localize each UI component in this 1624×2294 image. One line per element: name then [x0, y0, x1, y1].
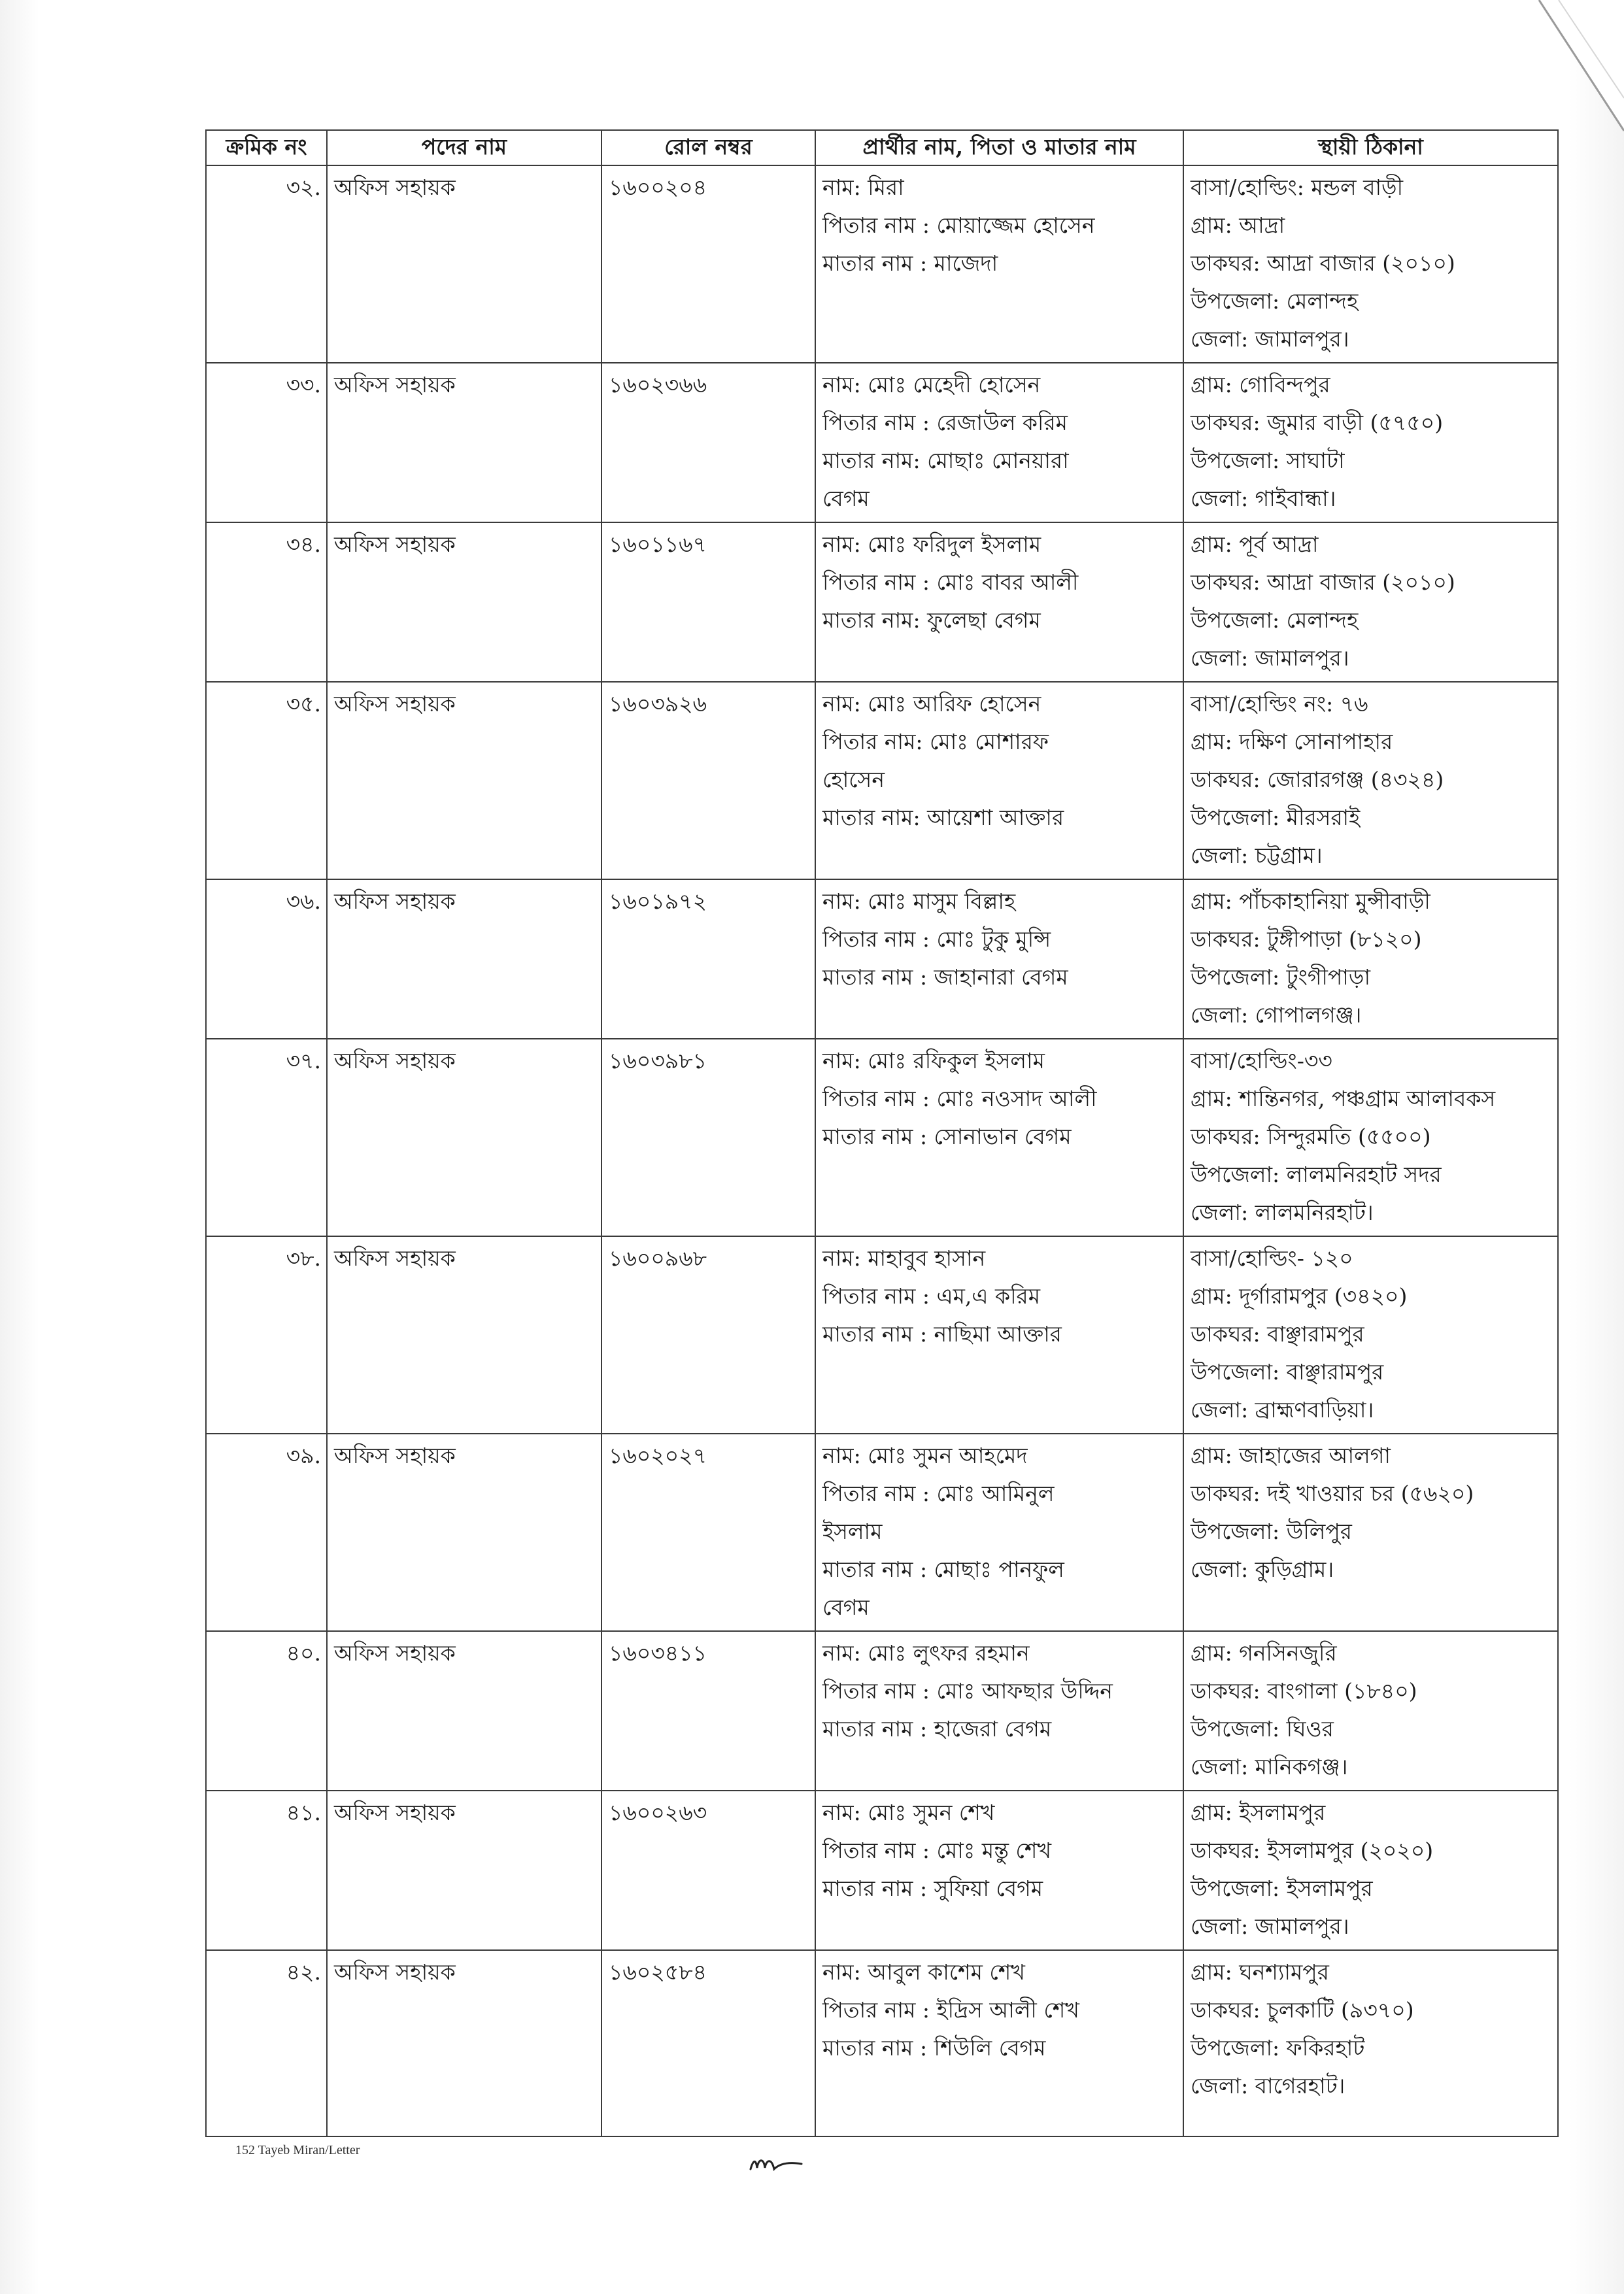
address-cell	[1183, 1434, 1558, 1631]
address-line: জেলা: জামালপুর।	[1191, 1914, 1349, 1939]
address-cell	[1183, 522, 1558, 682]
roll-number-cell: ১৬০২৫৮৪	[601, 1950, 815, 2136]
name-line: পিতার নাম : মোঃ টুকু মুন্সি	[822, 926, 1051, 952]
candidate-name-cell	[815, 522, 1183, 682]
name-line: নাম: মোঃ সুমন শেখ	[822, 1800, 995, 1825]
serial-cell: ৩৭.	[206, 1039, 327, 1236]
name-line: নাম: মোঃ সুমন আহমেদ	[822, 1443, 1028, 1468]
address-line: ডাকঘর: টুঙ্গীপাড়া (৮১২০)	[1191, 926, 1422, 952]
address-line: গ্রাম: আদ্রা	[1191, 212, 1285, 238]
address-cell	[1183, 879, 1558, 1039]
address-line: জেলা: বাগেরহাট।	[1191, 2073, 1345, 2099]
address-line: গ্রাম: পূর্ব আদ্রা	[1191, 531, 1319, 557]
name-line: মাতার নাম : নাছিমা আক্তার	[822, 1321, 1062, 1347]
post-cell: অফিস সহায়ক	[327, 1950, 601, 2136]
post-cell: অফিস সহায়ক	[327, 363, 601, 522]
header-post: পদের নাম	[327, 130, 601, 165]
table-row	[206, 879, 1558, 1039]
address-line: ডাকঘর: বাঞ্ছারামপুর	[1191, 1321, 1364, 1347]
table-row	[206, 1039, 1558, 1236]
name-line: পিতার নাম : মোঃ আমিনুল	[822, 1481, 1055, 1506]
name-line: হোসেন	[822, 767, 885, 792]
name-line: মাতার নাম : মোছাঃ পানফুল	[822, 1557, 1064, 1582]
name-line: বেগম	[822, 1594, 870, 1620]
candidate-name-cell	[815, 682, 1183, 879]
candidate-name-cell	[815, 1236, 1183, 1434]
serial-cell: ৩২.	[206, 165, 327, 363]
serial-cell: ৩৩.	[206, 363, 327, 522]
name-line: পিতার নাম : মোয়াজ্জেম হোসেন	[822, 212, 1095, 238]
name-line: নাম: আবুল কাশেম শেখ	[822, 1959, 1025, 1985]
roll-number-cell: ১৬০২৩৬৬	[601, 363, 815, 522]
address-line: গ্রাম: ইসলামপুর	[1191, 1800, 1326, 1825]
candidate-name-cell	[815, 1434, 1183, 1631]
roll-number-cell: ১৬০২০২৭	[601, 1434, 815, 1631]
address-line: ডাকঘর: আদ্রা বাজার (২০১০)	[1191, 250, 1455, 276]
post-cell: অফিস সহায়ক	[327, 165, 601, 363]
footer-reference: 152 Tayeb Miran/Letter	[235, 2143, 360, 2157]
address-line: গ্রাম: পাঁচকাহানিয়া মুন্সীবাড়ী	[1191, 888, 1430, 914]
name-line: বেগম	[822, 486, 870, 511]
header-serial: ক্রমিক নং	[206, 130, 327, 165]
roll-number-cell: ১৬০০৯৬৮	[601, 1236, 815, 1434]
address-line: জেলা: গোপালগঞ্জ।	[1191, 1002, 1362, 1028]
address-cell	[1183, 1039, 1558, 1236]
name-line: নাম: মিরা	[822, 175, 904, 200]
address-cell	[1183, 1236, 1558, 1434]
address-line: উপজেলা: ফকিরহাট	[1191, 2035, 1365, 2061]
name-line: নাম: মোঃ মাসুম বিল্লাহ	[822, 888, 1016, 914]
address-line: গ্রাম: দূর্গারামপুর (৩৪২০)	[1191, 1283, 1408, 1309]
address-line: উপজেলা: মেলান্দহ	[1191, 288, 1359, 314]
address-cell	[1183, 1631, 1558, 1791]
address-line: উপজেলা: সাঘাটা	[1191, 448, 1345, 473]
address-line: বাসা/হোল্ডিং: মন্ডল বাড়ী	[1191, 175, 1404, 200]
address-line: জেলা: মানিকগঞ্জ।	[1191, 1754, 1348, 1780]
address-line: উপজেলা: ঘিওর	[1191, 1716, 1334, 1742]
serial-cell: ৩৮.	[206, 1236, 327, 1434]
name-line: পিতার নাম : ইদ্রিস আলী শেখ	[822, 1997, 1079, 2023]
name-line: পিতার নাম: মোঃ মোশারফ	[822, 729, 1049, 754]
post-cell: অফিস সহায়ক	[327, 522, 601, 682]
serial-cell: ৩৬.	[206, 879, 327, 1039]
table-row	[206, 165, 1558, 363]
address-line: গ্রাম: গনসিনজুরি	[1191, 1640, 1337, 1666]
address-line: উপজেলা: উলিপুর	[1191, 1519, 1352, 1544]
table-body	[206, 165, 1558, 2136]
roll-number-cell: ১৬০০২০৪	[601, 165, 815, 363]
address-line: ডাকঘর: চুলকাটি (৯৩৭০)	[1191, 1997, 1414, 2023]
name-line: মাতার নাম: মোছাঃ মোনয়ারা	[822, 448, 1069, 473]
name-line: মাতার নাম : জাহানারা বেগম	[822, 964, 1068, 990]
post-cell: অফিস সহায়ক	[327, 682, 601, 879]
address-line: উপজেলা: মেলান্দহ	[1191, 607, 1359, 633]
table-row	[206, 1236, 1558, 1434]
header-address: স্থায়ী ঠিকানা	[1183, 130, 1558, 165]
candidate-name-cell	[815, 879, 1183, 1039]
address-cell	[1183, 682, 1558, 879]
address-cell	[1183, 1791, 1558, 1950]
post-cell: অফিস সহায়ক	[327, 879, 601, 1039]
name-line: মাতার নাম : মাজেদা	[822, 250, 998, 276]
table-row	[206, 1631, 1558, 1791]
address-line: জেলা: জামালপুর।	[1191, 645, 1349, 671]
address-line: গ্রাম: দক্ষিণ সোনাপাহার	[1191, 729, 1393, 754]
table-row	[206, 363, 1558, 522]
table-row	[206, 1434, 1558, 1631]
roll-number-cell: ১৬০১১৬৭	[601, 522, 815, 682]
post-cell: অফিস সহায়ক	[327, 1236, 601, 1434]
table-row	[206, 682, 1558, 879]
candidate-name-cell	[815, 1950, 1183, 2136]
address-line: উপজেলা: মীরসরাই	[1191, 805, 1361, 830]
address-line: জেলা: চট্টগ্রাম।	[1191, 843, 1323, 868]
address-line: গ্রাম: জাহাজের আলগা	[1191, 1443, 1391, 1468]
post-cell: অফিস সহায়ক	[327, 1631, 601, 1791]
candidate-name-cell	[815, 1631, 1183, 1791]
name-line: ইসলাম	[822, 1519, 883, 1544]
name-line: নাম: মোঃ লুৎফর রহমান	[822, 1640, 1030, 1666]
table-header-row	[206, 130, 1558, 165]
serial-cell: ৪২.	[206, 1950, 327, 2136]
header-name: প্রার্থীর নাম, পিতা ও মাতার নাম	[815, 130, 1183, 165]
name-line: পিতার নাম : মোঃ নওসাদ আলী	[822, 1086, 1097, 1111]
name-line: মাতার নাম: আয়েশা আক্তার	[822, 805, 1064, 830]
address-line: উপজেলা: ইসলামপুর	[1191, 1876, 1373, 1901]
name-line: পিতার নাম : এম,এ করিম	[822, 1283, 1041, 1309]
address-line: গ্রাম: ঘনশ্যামপুর	[1191, 1959, 1329, 1985]
candidate-name-cell	[815, 1039, 1183, 1236]
post-cell: অফিস সহায়ক	[327, 1791, 601, 1950]
address-line: জেলা: কুড়িগ্রাম।	[1191, 1557, 1334, 1582]
post-cell: অফিস সহায়ক	[327, 1039, 601, 1236]
serial-cell: ৩৫.	[206, 682, 327, 879]
handwritten-initials	[745, 2142, 817, 2181]
candidate-name-cell	[815, 165, 1183, 363]
address-line: ডাকঘর: দই খাওয়ার চর (৫৬২০)	[1191, 1481, 1474, 1506]
name-line: নাম: মোঃ রফিকুল ইসলাম	[822, 1048, 1045, 1073]
name-line: পিতার নাম : মোঃ আফছার উদ্দিন	[822, 1678, 1113, 1704]
serial-cell: ৪১.	[206, 1791, 327, 1950]
address-line: গ্রাম: শান্তিনগর, পঞ্চগ্রাম আলাবকস	[1191, 1086, 1496, 1111]
post-cell: অফিস সহায়ক	[327, 1434, 601, 1631]
name-line: মাতার নাম : হাজেরা বেগম	[822, 1716, 1052, 1742]
address-line: জেলা: জামালপুর।	[1191, 326, 1349, 352]
serial-cell: ৩৯.	[206, 1434, 327, 1631]
name-line: পিতার নাম : রেজাউল করিম	[822, 410, 1068, 435]
candidate-name-cell	[815, 363, 1183, 522]
address-line: বাসা/হোল্ডিং- ১২০	[1191, 1245, 1353, 1271]
roll-number-cell: ১৬০৩৪১১	[601, 1631, 815, 1791]
address-line: ডাকঘর: জুমার বাড়ী (৫৭৫০)	[1191, 410, 1444, 435]
name-line: মাতার নাম: ফুলেছা বেগম	[822, 607, 1041, 633]
table-row	[206, 522, 1558, 682]
address-cell	[1183, 165, 1558, 363]
address-line: ডাকঘর: জোরারগঞ্জ (৪৩২৪)	[1191, 767, 1444, 792]
name-line: নাম: মোঃ আরিফ হোসেন	[822, 691, 1041, 717]
serial-cell: ৪০.	[206, 1631, 327, 1791]
candidate-name-cell	[815, 1791, 1183, 1950]
roll-number-cell: ১৬০৩৯৮১	[601, 1039, 815, 1236]
name-line: মাতার নাম : শিউলি বেগম	[822, 2035, 1046, 2061]
address-line: উপজেলা: লালমনিরহাট সদর	[1191, 1162, 1442, 1187]
address-line: ডাকঘর: আদ্রা বাজার (২০১০)	[1191, 569, 1455, 595]
name-line: নাম: মোঃ মেহেদী হোসেন	[822, 372, 1041, 397]
name-line: নাম: মাহাবুব হাসান	[822, 1245, 986, 1271]
address-line: ডাকঘর: ইসলামপুর (২০২০)	[1191, 1838, 1434, 1863]
name-line: মাতার নাম : সুফিয়া বেগম	[822, 1876, 1043, 1901]
table-row	[206, 1791, 1558, 1950]
address-line: জেলা: গাইবান্ধা।	[1191, 486, 1336, 511]
roll-number-cell: ১৬০০২৬৩	[601, 1791, 815, 1950]
roll-number-cell: ১৬০১৯৭২	[601, 879, 815, 1039]
candidate-table	[205, 129, 1559, 2137]
roll-number-cell: ১৬০৩৯২৬	[601, 682, 815, 879]
address-cell	[1183, 1950, 1558, 2136]
name-line: মাতার নাম : সোনাভান বেগম	[822, 1124, 1072, 1149]
address-line: জেলা: ব্রাহ্মণবাড়িয়া।	[1191, 1397, 1374, 1423]
address-cell	[1183, 363, 1558, 522]
address-line: বাসা/হোল্ডিং নং: ৭৬	[1191, 691, 1368, 717]
address-line: উপজেলা: বাঞ্ছারামপুর	[1191, 1359, 1384, 1385]
name-line: পিতার নাম : মোঃ মন্তু শেখ	[822, 1838, 1052, 1863]
address-line: ডাকঘর: বাংগালা (১৮৪০)	[1191, 1678, 1417, 1704]
header-roll: রোল নম্বর	[601, 130, 815, 165]
address-line: বাসা/হোল্ডিং-৩৩	[1191, 1048, 1332, 1073]
name-line: নাম: মোঃ ফরিদুল ইসলাম	[822, 531, 1041, 557]
address-line: উপজেলা: টুংগীপাড়া	[1191, 964, 1371, 990]
table-row	[206, 1950, 1558, 2136]
name-line: পিতার নাম : মোঃ বাবর আলী	[822, 569, 1079, 595]
address-line: জেলা: লালমনিরহাট।	[1191, 1200, 1374, 1225]
address-line: ডাকঘর: সিন্দুরমতি (৫৫০০)	[1191, 1124, 1431, 1149]
serial-cell: ৩৪.	[206, 522, 327, 682]
address-line: গ্রাম: গোবিন্দপুর	[1191, 372, 1330, 397]
